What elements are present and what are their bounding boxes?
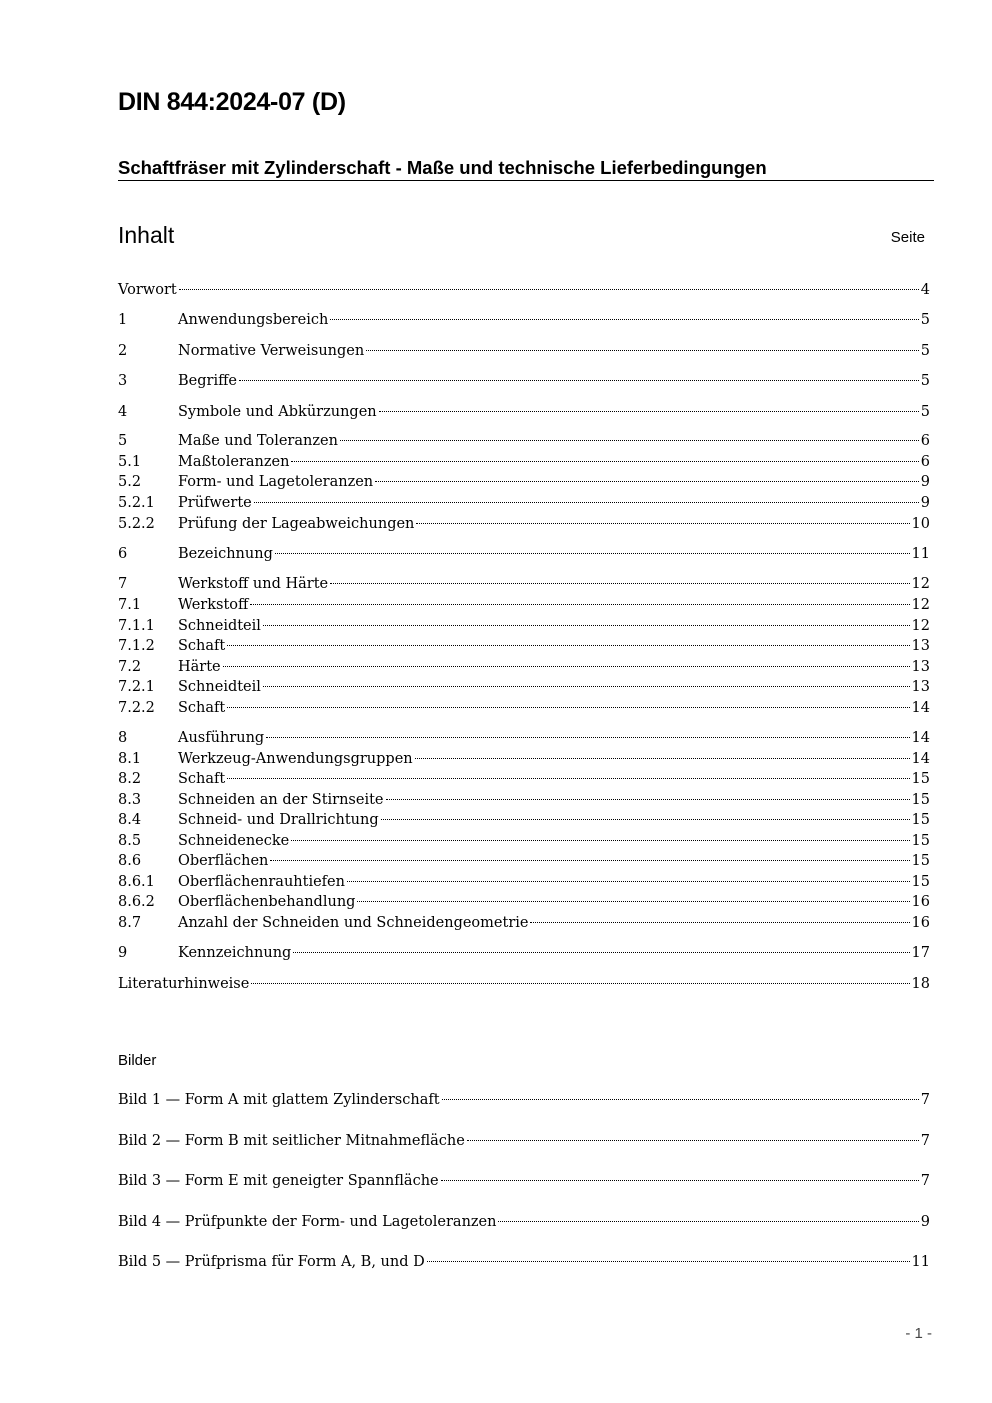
toc-entry-page: 5 xyxy=(920,404,930,420)
dot-leader xyxy=(270,860,909,861)
toc-entry-title: Schaft xyxy=(178,638,226,654)
dot-leader xyxy=(250,604,909,605)
dot-leader xyxy=(347,881,910,882)
contents-heading: Inhalt xyxy=(118,222,175,248)
toc-entry[interactable] xyxy=(118,913,930,933)
toc-entry-page: 14 xyxy=(911,700,930,716)
toc-entry-title: Begriffe xyxy=(178,373,237,389)
toc-entry[interactable] xyxy=(118,892,930,912)
dot-leader xyxy=(179,289,919,290)
toc-entry-title: Bezeichnung xyxy=(178,546,273,562)
toc-entry-page: 7 xyxy=(920,1092,930,1108)
toc-entry-page: 12 xyxy=(911,597,930,613)
toc-entry-title: Werkstoff und Härte xyxy=(178,576,329,592)
toc-entry-number: 2 xyxy=(118,343,128,359)
toc-entry-title: Oberflächenrauhtiefen xyxy=(178,874,345,890)
toc-entry-page: 9 xyxy=(920,474,930,490)
toc-entry-page: 10 xyxy=(911,516,930,532)
dot-leader xyxy=(357,901,909,902)
toc-entry[interactable] xyxy=(118,810,930,830)
toc-entry[interactable] xyxy=(118,574,930,594)
toc-entry-title: Anzahl der Schneiden und Schneidengeometrie xyxy=(178,915,529,931)
toc-entry-page: 14 xyxy=(911,751,930,767)
toc-entry-page: 15 xyxy=(911,874,930,890)
toc-entry[interactable] xyxy=(118,851,930,871)
toc-entry-page: 7 xyxy=(920,1133,930,1149)
toc-entry-page: 11 xyxy=(911,546,930,562)
dot-leader xyxy=(291,840,909,841)
toc-entry-number: 7.2 xyxy=(118,659,142,675)
toc-entry[interactable] xyxy=(118,698,930,718)
toc-entry[interactable] xyxy=(118,341,930,361)
toc-entry-number: 8.6.1 xyxy=(118,874,155,890)
toc-entry[interactable] xyxy=(118,371,930,391)
toc-entry-page: 5 xyxy=(920,343,930,359)
dot-leader xyxy=(227,707,909,708)
toc-entry[interactable] xyxy=(118,514,930,534)
dot-leader xyxy=(381,819,910,820)
toc-entry-title: Bild 4 — Prüfpunkte der Form- und Lagetoleranzen xyxy=(118,1214,497,1230)
dot-leader xyxy=(330,319,918,320)
toc-entry-page: 12 xyxy=(911,618,930,634)
dot-leader xyxy=(263,686,910,687)
toc-entry-title: Bild 5 — Prüfprisma für Form A, B, und D xyxy=(118,1254,425,1270)
toc-entry-title: Prüfwerte xyxy=(178,495,252,511)
toc-entry-title: Werkstoff xyxy=(178,597,249,613)
toc-entry-number: 7.1 xyxy=(118,597,142,613)
figures-heading: Bilder xyxy=(118,1052,157,1069)
toc-entry-number: 8.6 xyxy=(118,853,142,869)
toc-entry-title: Härte xyxy=(178,659,221,675)
toc-entry-page: 15 xyxy=(911,812,930,828)
dot-leader xyxy=(223,666,910,667)
toc-entry-title: Schneidteil xyxy=(178,679,261,695)
toc-entry-number: 5.2 xyxy=(118,474,142,490)
toc-entry-page: 5 xyxy=(920,373,930,389)
toc-entry-title: Schneidenecke xyxy=(178,833,290,849)
toc-entry-number: 8.1 xyxy=(118,751,142,767)
dot-leader xyxy=(239,380,919,381)
toc-entry[interactable] xyxy=(118,544,930,564)
toc-entry-page: 9 xyxy=(920,495,930,511)
toc-entry-title: Bild 3 — Form E mit geneigter Spannfläche xyxy=(118,1173,439,1189)
toc-entry-title: Oberflächen xyxy=(178,853,269,869)
toc-entry[interactable] xyxy=(118,616,930,636)
dot-leader xyxy=(254,502,919,503)
toc-entry[interactable] xyxy=(118,769,930,789)
toc-entry-title: Anwendungsbereich xyxy=(178,312,329,328)
toc-entry-page: 12 xyxy=(911,576,930,592)
toc-entry[interactable] xyxy=(118,493,930,513)
page-column-header: Seite xyxy=(890,229,925,246)
dot-leader xyxy=(386,799,910,800)
toc-entry-number: 7 xyxy=(118,576,128,592)
toc-entry[interactable] xyxy=(118,452,930,472)
toc-entry[interactable] xyxy=(118,728,930,748)
toc-entry-title: Literaturhinweise xyxy=(118,976,250,992)
toc-entry[interactable] xyxy=(118,595,930,615)
toc-entry[interactable] xyxy=(118,1212,930,1232)
toc-entry[interactable] xyxy=(118,280,930,300)
dot-leader xyxy=(227,778,909,779)
dot-leader xyxy=(251,983,909,984)
dot-leader xyxy=(379,411,919,412)
toc-entry-page: 13 xyxy=(911,659,930,675)
toc-entry-page: 15 xyxy=(911,853,930,869)
toc-entry-title: Schaft xyxy=(178,700,226,716)
dot-leader xyxy=(441,1180,919,1181)
toc-entry[interactable] xyxy=(118,1131,930,1151)
toc-entry-title: Symbole und Abkürzungen xyxy=(178,404,377,420)
toc-entry[interactable] xyxy=(118,831,930,851)
toc-entry[interactable] xyxy=(118,402,930,422)
toc-entry-title: Normative Verweisungen xyxy=(178,343,365,359)
dot-leader xyxy=(266,737,909,738)
toc-entry-title: Maßtoleranzen xyxy=(178,454,290,470)
toc-entry[interactable] xyxy=(118,1090,930,1110)
toc-entry[interactable] xyxy=(118,657,930,677)
toc-entry-page: 4 xyxy=(920,282,930,298)
dot-leader xyxy=(263,625,910,626)
toc-entry-title: Schneiden an der Stirnseite xyxy=(178,792,384,808)
toc-entry-number: 8 xyxy=(118,730,128,746)
toc-entry-page: 9 xyxy=(920,1214,930,1230)
toc-entry-title: Schaft xyxy=(178,771,226,787)
toc-entry[interactable] xyxy=(118,636,930,656)
toc-entry[interactable] xyxy=(118,872,930,892)
toc-entry[interactable] xyxy=(118,749,930,769)
dot-leader xyxy=(415,758,910,759)
toc-entry-number: 7.1.2 xyxy=(118,638,155,654)
toc-entry-page: 15 xyxy=(911,792,930,808)
toc-entry[interactable] xyxy=(118,943,930,963)
toc-entry-page: 13 xyxy=(911,679,930,695)
toc-entry-page: 13 xyxy=(911,638,930,654)
toc-entry-page: 6 xyxy=(920,454,930,470)
dot-leader xyxy=(530,922,909,923)
toc-entry-title: Schneid- und Drallrichtung xyxy=(178,812,379,828)
dot-leader xyxy=(366,350,919,351)
document-id: DIN 844:2024-07 (D) xyxy=(118,88,346,116)
toc-entry-page: 18 xyxy=(911,976,930,992)
toc-entry-number: 5.2.1 xyxy=(118,495,155,511)
toc-entry-page: 15 xyxy=(911,771,930,787)
toc-entry-number: 7.2.1 xyxy=(118,679,155,695)
toc-entry[interactable] xyxy=(118,1252,930,1272)
toc-entry[interactable] xyxy=(118,1171,930,1191)
toc-entry-number: 4 xyxy=(118,404,128,420)
dot-leader xyxy=(330,583,909,584)
toc-entry-page: 5 xyxy=(920,312,930,328)
toc-entry[interactable] xyxy=(118,790,930,810)
toc-entry-title: Schneidteil xyxy=(178,618,261,634)
toc-entry-page: 16 xyxy=(911,915,930,931)
toc-entry-number: 1 xyxy=(118,312,128,328)
toc-entry-title: Vorwort xyxy=(118,282,177,298)
toc-entry[interactable] xyxy=(118,677,930,697)
toc-entry-page: 6 xyxy=(920,433,930,449)
toc-entry-title: Kennzeichnung xyxy=(178,945,292,961)
dot-leader xyxy=(467,1140,919,1141)
dot-leader xyxy=(291,461,918,462)
dot-leader xyxy=(442,1099,919,1100)
toc-entry-number: 9 xyxy=(118,945,128,961)
toc-entry-number: 5 xyxy=(118,433,128,449)
toc-entry-number: 8.6.2 xyxy=(118,894,155,910)
toc-entry-title: Bild 2 — Form B mit seitlicher Mitnahmefläche xyxy=(118,1133,465,1149)
toc-entry-number: 8.2 xyxy=(118,771,142,787)
toc-entry-number: 8.7 xyxy=(118,915,142,931)
toc-entry-number: 5.1 xyxy=(118,454,142,470)
dot-leader xyxy=(227,645,909,646)
toc-entry[interactable] xyxy=(118,431,930,451)
toc-entry-page: 15 xyxy=(911,833,930,849)
toc-entry-number: 8.3 xyxy=(118,792,142,808)
toc-entry-number: 8.4 xyxy=(118,812,142,828)
toc-entry-page: 17 xyxy=(911,945,930,961)
toc-entry-title: Bild 1 — Form A mit glattem Zylinderschaft xyxy=(118,1092,440,1108)
dot-leader xyxy=(293,952,909,953)
page-number: - 1 - xyxy=(905,1325,932,1342)
toc-entry-number: 8.5 xyxy=(118,833,142,849)
toc-entry-page: 7 xyxy=(920,1173,930,1189)
toc-entry-page: 11 xyxy=(911,1254,930,1270)
dot-leader xyxy=(416,523,909,524)
toc-entry-title: Ausführung xyxy=(178,730,265,746)
dot-leader xyxy=(375,481,919,482)
toc-entry-title: Werkzeug-Anwendungsgruppen xyxy=(178,751,413,767)
toc-entry[interactable] xyxy=(118,310,930,330)
toc-entry[interactable] xyxy=(118,472,930,492)
dot-leader xyxy=(340,440,919,441)
toc-entry-number: 7.1.1 xyxy=(118,618,155,634)
toc-entry-number: 7.2.2 xyxy=(118,700,155,716)
toc-entry-title: Maße und Toleranzen xyxy=(178,433,338,449)
dot-leader xyxy=(498,1221,918,1222)
dot-leader xyxy=(275,553,910,554)
dot-leader xyxy=(427,1261,910,1262)
toc-entry-title: Prüfung der Lageabweichungen xyxy=(178,516,415,532)
toc-entry[interactable] xyxy=(118,974,930,994)
toc-entry-number: 5.2.2 xyxy=(118,516,155,532)
toc-entry-title: Form- und Lagetoleranzen xyxy=(178,474,374,490)
toc-entry-page: 16 xyxy=(911,894,930,910)
toc-entry-number: 3 xyxy=(118,373,128,389)
document-title: Schaftfräser mit Zylinderschaft - Maße und technische Lieferbedingungen xyxy=(118,157,934,181)
toc-entry-number: 6 xyxy=(118,546,128,562)
toc-entry-page: 14 xyxy=(911,730,930,746)
toc-entry-title: Oberflächenbehandlung xyxy=(178,894,356,910)
